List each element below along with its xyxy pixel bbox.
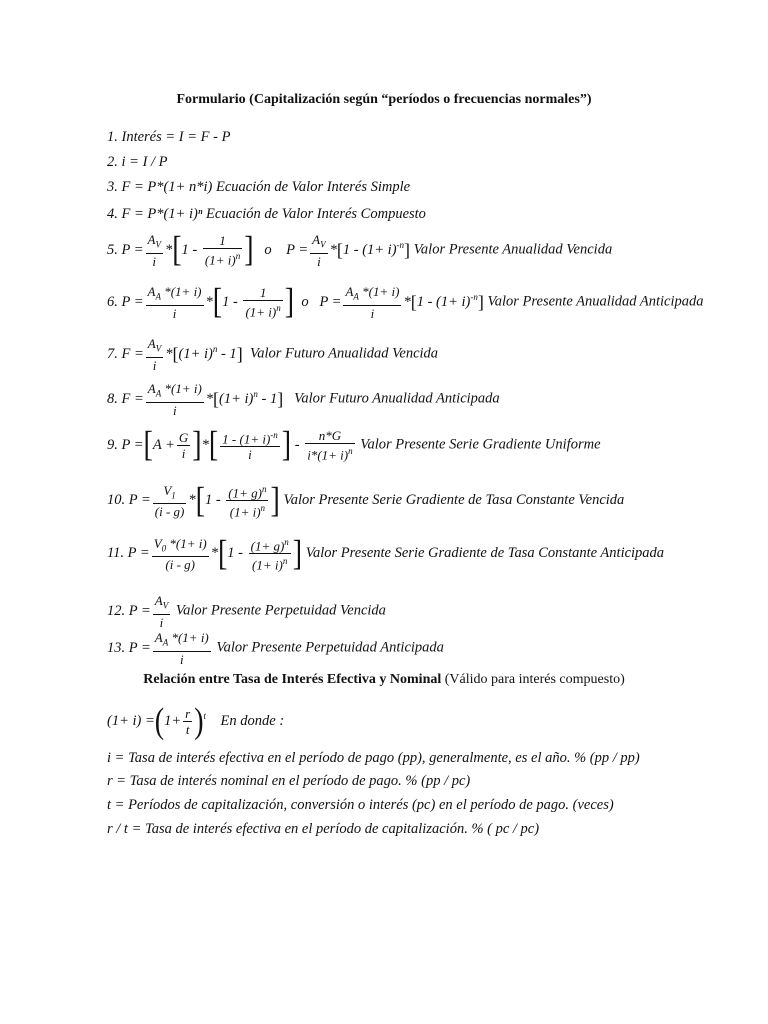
formula-5: [107, 229, 748, 270]
formula-9-equation: 9. P =[A + $\frac{G}{i}$ ]*[ $\frac{1 - (1+ i)^{-n}}{i}$ ] - $\frac{n*G}{i*(1+ i)^n}$: [107, 424, 353, 465]
definition-i: i = Tasa de interés efectiva en el período de pago (pp), generalmente, es el año. % (pp / pp): [107, 750, 640, 766]
formula-12: [107, 593, 748, 630]
formula-5-description: Valor Presente Anualidad Vencida: [413, 241, 613, 258]
formula-6: [107, 281, 748, 322]
formula-8-equation: 8. F = $\frac{A_A *(1+ i)}{i}$ $*[(1+ i)^n - 1]$: [107, 381, 284, 418]
formula-6-equation: 6. P = $\frac{A_A *(1+ i)}{i}$ *[1 - $\frac{1}{(1+ i)^n}$ ] o P = $\frac{A_A *(1+ i)}{i}$ $*[1 - (1+ i)^{-n}]$: [107, 281, 484, 322]
formula-6-description: Valor Presente Anualidad Anticipada: [487, 293, 704, 310]
formula-13: [107, 630, 748, 667]
formula-4-description: Ecuación de Valor Interés Compuesto: [206, 206, 426, 222]
formula-7-equation: 7. F = $\frac{A_V}{i}$ $*[(1+ i)^n - 1]$: [107, 336, 243, 373]
formula-3-description: Ecuación de Valor Interés Simple: [215, 179, 411, 195]
formula-3: [107, 178, 748, 196]
formula-12-equation: 12. P = $\frac{A_V}{i}$: [107, 593, 169, 630]
formula-3-equation: 3. F = P*(1+ n*i): [107, 179, 213, 195]
formula-13-equation: 13. P = $\frac{A_A *(1+ i)}{i}$: [107, 630, 209, 667]
formula-7: [107, 336, 748, 373]
formula-9: [107, 424, 748, 465]
formula-7-description: Valor Futuro Anualidad Vencida: [249, 345, 439, 362]
formula-11-description: Valor Presente Serie Gradiente de Tasa Constante Anticipada: [305, 545, 665, 562]
formula-11: [107, 535, 748, 573]
relation-heading-title: Relación entre Tasa de Interés Efectiva y Nominal: [143, 672, 442, 687]
formula-11-equation: 11. P = $\frac{V_0 *(1+ i)}{(i - g)}$ *[1 - $\frac{(1+ g)^n}{(1+ i)^n}$ ]: [107, 533, 303, 574]
relation-heading-note: (Válido para interés compuesto): [444, 672, 625, 687]
definition-t: t = Períodos de capitalización, conversión o interés (pc) en el período de pago. (veces): [107, 797, 614, 813]
formula-9-description: Valor Presente Serie Gradiente Uniforme: [360, 436, 601, 453]
formula-12-description: Valor Presente Perpetuidad Vencida: [175, 602, 386, 619]
formula-5-equation: 5. P = $\frac{A_V}{i}$ *[1 - $\frac{1}{(1+ i)^n}$ ] o P = $\frac{A_V}{i}$ $*[1 - (1+ i)^{-n}]$: [107, 229, 411, 270]
formula-13-description: Valor Presente Perpetuidad Anticipada: [216, 639, 444, 656]
relation-formula: [107, 700, 748, 741]
page-title: Formulario (Capitalización según “períodos o frecuencias normales”): [176, 92, 592, 107]
formula-10-equation: 10. P = $\frac{V_1}{(i - g)}$ *[1 - $\frac{(1+ g)^n}{(1+ i)^n}$ ]: [107, 480, 280, 521]
relation-heading: [0, 672, 768, 688]
formula-8-description: Valor Futuro Anualidad Anticipada: [294, 390, 500, 407]
definition-r-over-t: r / t = Tasa de interés efectiva en el período de capitalización. % ( pc / pc): [107, 821, 540, 837]
formula-8: [107, 381, 748, 418]
relation-formula-equation: (1+ i) =(1+ $\frac{r}{t}$ )$^t$: [107, 700, 207, 741]
relation-en-donde: En donde :: [220, 712, 285, 729]
formula-10-description: Valor Presente Serie Gradiente de Tasa Constante Vencida: [283, 492, 625, 509]
formula-10: [107, 482, 748, 520]
definition-r: r = Tasa de interés nominal en el período de pago. % (pp / pc): [107, 773, 471, 789]
formula-1: 1. Interés = I = F - P: [107, 129, 231, 145]
formula-4-equation: 4. F = P*(1+ i)ⁿ: [107, 206, 203, 222]
formula-4: [107, 205, 748, 223]
formula-2: 2. i = I / P: [107, 154, 168, 170]
